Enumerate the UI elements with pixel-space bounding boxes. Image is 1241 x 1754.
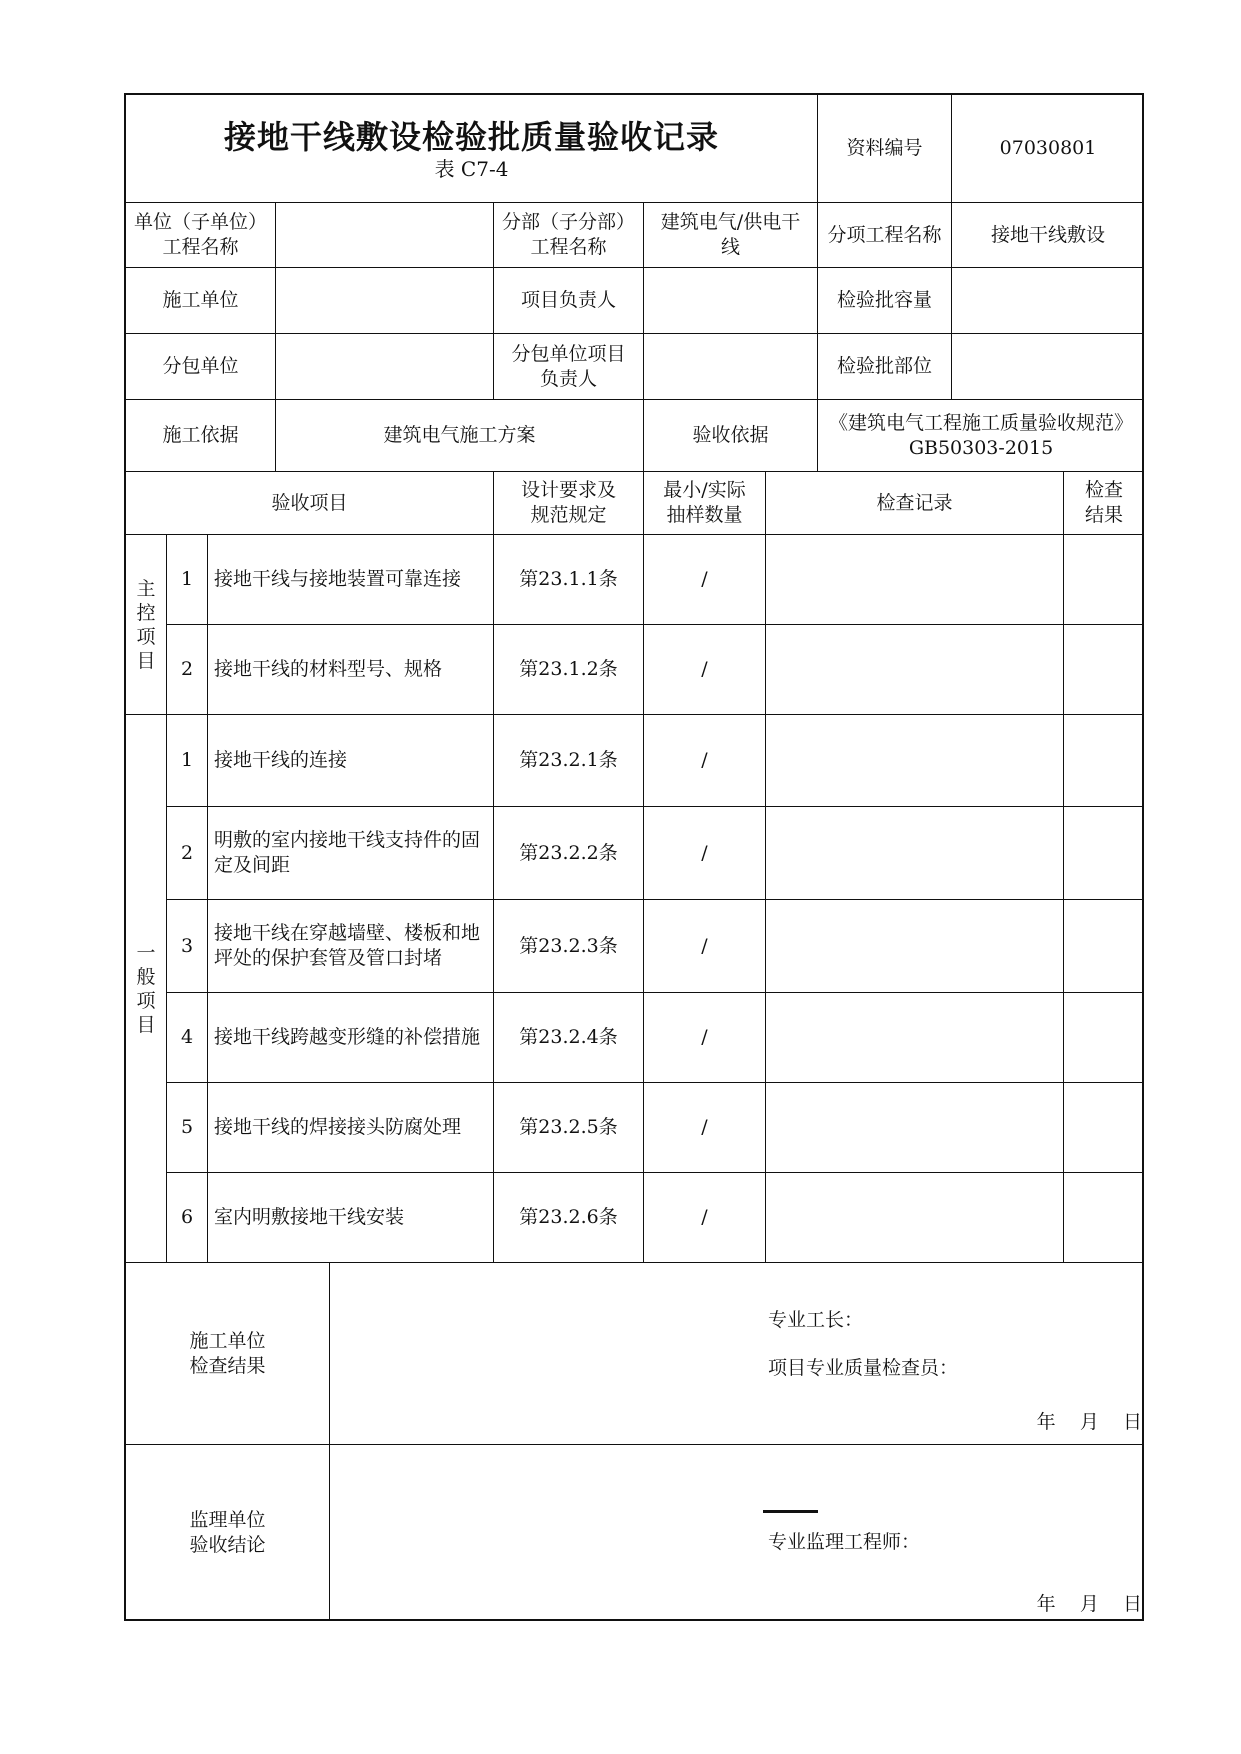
supervisor-check-area — [330, 1445, 1144, 1621]
item-record — [766, 535, 1064, 625]
item-sample: / — [644, 993, 766, 1083]
subdiv-label: 分部（子分部） 工程名称 — [494, 203, 644, 268]
item-sample: / — [644, 535, 766, 625]
item-name: 明敷的室内接地干线支持件的固定及间距 — [208, 807, 494, 900]
item-record — [766, 715, 1064, 807]
item-clause: 第23.2.4条 — [494, 993, 644, 1083]
basis-value: 建筑电气施工方案 — [276, 400, 644, 472]
form-title: 接地干线敷设检验批质量验收记录 — [223, 117, 719, 156]
item-sample: / — [644, 625, 766, 715]
foreman-signature-label: 专业工长： — [768, 1309, 864, 1331]
supervisor-date: 年 月 日 — [1036, 1593, 1142, 1615]
item-name: 接地干线跨越变形缝的补偿措施 — [208, 993, 494, 1083]
item-record — [766, 1083, 1064, 1173]
location-value — [952, 334, 1144, 400]
signature-stroke — [763, 1510, 818, 1513]
item-result — [1064, 807, 1144, 900]
subdiv-value: 建筑电气/供电干 线 — [644, 203, 818, 268]
item-name: 接地干线与接地装置可靠连接 — [208, 535, 494, 625]
item-record — [766, 900, 1064, 993]
pm-value — [644, 268, 818, 334]
contractor-date: 年 月 日 — [1036, 1411, 1142, 1433]
item-clause: 第23.1.1条 — [494, 535, 644, 625]
item-no: 1 — [167, 715, 208, 807]
capacity-label: 检验批容量 — [818, 268, 952, 334]
pm-label: 项目负责人 — [494, 268, 644, 334]
doc-no-label: 资料编号 — [818, 95, 952, 203]
contractor-label: 施工单位 — [126, 268, 276, 334]
unit-value — [276, 203, 494, 268]
item-name: 接地干线的材料型号、规格 — [208, 625, 494, 715]
item-result — [1064, 1173, 1144, 1263]
item-sample: / — [644, 807, 766, 900]
item-result — [1064, 993, 1144, 1083]
form-subtitle: 表 C7-4 — [434, 156, 509, 181]
group-general-text: 一般项目 — [136, 941, 156, 1036]
title-block — [126, 95, 818, 203]
group-main-label — [126, 535, 167, 715]
col-header-record: 检查记录 — [766, 472, 1064, 535]
item-record — [766, 625, 1064, 715]
item-name: 接地干线的连接 — [208, 715, 494, 807]
col-header-item: 验收项目 — [126, 472, 494, 535]
item-label: 分项工程名称 — [818, 203, 952, 268]
item-sample: / — [644, 1083, 766, 1173]
supervisor-check-label: 监理单位 验收结论 — [126, 1445, 330, 1621]
basis-label: 施工依据 — [126, 400, 276, 472]
item-clause: 第23.2.2条 — [494, 807, 644, 900]
item-no: 2 — [167, 625, 208, 715]
unit-label: 单位（子单位） 工程名称 — [126, 203, 276, 268]
inspector-signature-label: 项目专业质量检查员： — [768, 1357, 959, 1379]
item-name: 接地干线在穿越墙壁、楼板和地坪处的保护套管及管口封堵 — [208, 900, 494, 993]
item-sample: / — [644, 1173, 766, 1263]
engineer-signature-label: 专业监理工程师： — [768, 1531, 921, 1553]
item-name: 室内明敷接地干线安装 — [208, 1173, 494, 1263]
item-sample: / — [644, 715, 766, 807]
doc-no-value: 07030801 — [952, 95, 1144, 203]
capacity-value — [952, 268, 1144, 334]
item-sample: / — [644, 900, 766, 993]
item-result — [1064, 1083, 1144, 1173]
item-clause: 第23.2.5条 — [494, 1083, 644, 1173]
inspection-record-form — [124, 93, 1144, 1621]
item-clause: 第23.2.6条 — [494, 1173, 644, 1263]
item-no: 6 — [167, 1173, 208, 1263]
item-no: 2 — [167, 807, 208, 900]
col-header-sample: 最小/实际 抽样数量 — [644, 472, 766, 535]
item-result — [1064, 625, 1144, 715]
location-label: 检验批部位 — [818, 334, 952, 400]
item-name: 接地干线的焊接接头防腐处理 — [208, 1083, 494, 1173]
sub-pm-value — [644, 334, 818, 400]
item-result — [1064, 715, 1144, 807]
contractor-value — [276, 268, 494, 334]
col-header-req: 设计要求及 规范规定 — [494, 472, 644, 535]
item-clause: 第23.2.1条 — [494, 715, 644, 807]
item-no: 5 — [167, 1083, 208, 1173]
subcontractor-value — [276, 334, 494, 400]
item-no: 1 — [167, 535, 208, 625]
item-result — [1064, 900, 1144, 993]
contractor-check-area — [330, 1263, 1144, 1445]
item-result — [1064, 535, 1144, 625]
item-no: 4 — [167, 993, 208, 1083]
accept-basis-label: 验收依据 — [644, 400, 818, 472]
item-clause: 第23.1.2条 — [494, 625, 644, 715]
item-record — [766, 807, 1064, 900]
col-header-result: 检查 结果 — [1064, 472, 1144, 535]
accept-basis-value: 《建筑电气工程施工质量验收规范》 GB50303-2015 — [818, 400, 1144, 472]
group-main-text: 主控项目 — [136, 577, 156, 672]
item-no: 3 — [167, 900, 208, 993]
item-record — [766, 1173, 1064, 1263]
contractor-check-label: 施工单位 检查结果 — [126, 1263, 330, 1445]
subcontractor-label: 分包单位 — [126, 334, 276, 400]
sub-pm-label: 分包单位项目 负责人 — [494, 334, 644, 400]
item-clause: 第23.2.3条 — [494, 900, 644, 993]
item-value: 接地干线敷设 — [952, 203, 1144, 268]
group-general-label — [126, 715, 167, 1263]
item-record — [766, 993, 1064, 1083]
